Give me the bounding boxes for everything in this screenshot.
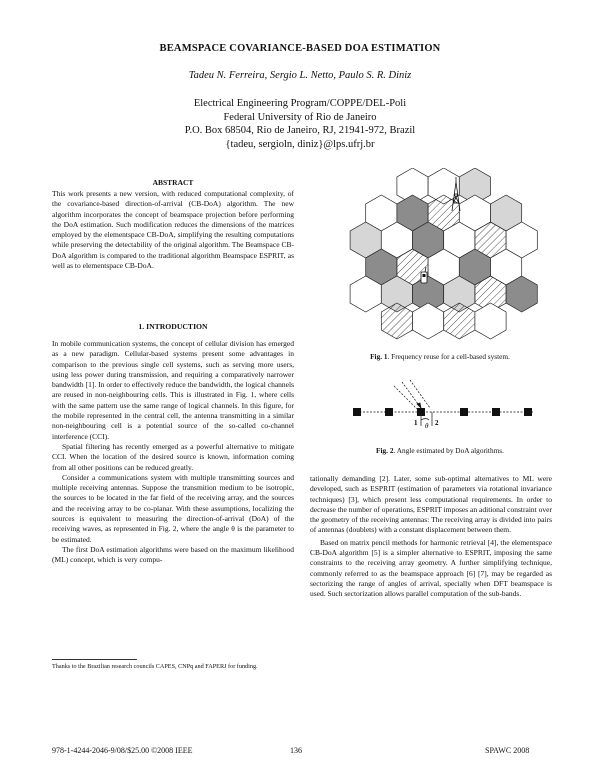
- antenna-element: [460, 408, 468, 416]
- hex-cell: [381, 303, 412, 339]
- hex-cell: [413, 303, 444, 339]
- footnote-rule: [52, 659, 137, 660]
- antenna-element: [353, 408, 361, 416]
- section-heading-introduction: 1. INTRODUCTION: [138, 322, 208, 331]
- array-label-2: 2: [435, 419, 439, 427]
- figure-2-caption: [312, 446, 568, 455]
- footer-page-number: 136: [290, 746, 302, 755]
- figure-1-label: Fig. 1: [370, 352, 388, 361]
- abstract-body: [52, 189, 294, 271]
- hex-cell: [475, 303, 506, 339]
- footer-copyright: 978-1-4244-2046-9/08/$25.00 ©2008 IEEE: [52, 746, 193, 755]
- hex-cell: [444, 303, 475, 339]
- authors: Tadeu N. Ferreira, Sergio L. Netto, Paulo S. R. Diniz: [188, 70, 412, 81]
- paper-title: BEAMSPACE COVARIANCE-BASED DOA ESTIMATION: [159, 43, 441, 54]
- affiliation-line: Federal University of Rio de Janeiro: [223, 111, 377, 123]
- right-column-body: [310, 474, 552, 600]
- antenna-element: [492, 408, 500, 416]
- figure-2-antenna-array: [350, 380, 540, 440]
- antenna-element: [524, 408, 532, 416]
- paragraph: Spatial filtering has recently emerged as a powerful alternative to mitigate CCI. When the location of the desired source is known, information coming from all other positions can be reduced greatly.: [52, 441, 294, 472]
- paragraph: Consider a communications system with multiple transmitting sources and multiple receiving antennas. Suppose the transmition medium to be isotropic, the sources to be located in the far field of the receiving array, and the sources and the receiving array to be co-planar. With these assumptions, localizing the sources is equivalent to measuring the direction-of-arrival (DoA) of the receiving waves, as represented in Fig. 2, where the angle θ is the parameter to be estimated.: [52, 472, 294, 544]
- abstract-text: This work presents a new version, with reduced computational complexity, of the covariance-based direction-of-arrival (CB-DoA) algorithm. The new algorithm incorporates the concept of beamspace projection before performing the DoA estimation. Such modification reduces the dimensions of the matrices employed by the elementspace CB-DoA, simplifying the resulting computations while preserving the detectability of the original algorithm. The Beamspace CB-DoA algorithm is compared to the traditional algorithm Beamspace ESPRIT, as well as to elementspace CB-DoA.: [52, 189, 294, 271]
- affiliation-line: Electrical Engineering Program/COPPE/DEL-Poli: [193, 98, 407, 109]
- antenna-element: [385, 408, 393, 416]
- paragraph: The first DoA estimation algorithms were based on the maximum likelihood (ML) concept, which is very compu-: [52, 544, 294, 565]
- figure-1-hexagon-cells: [340, 168, 540, 343]
- footnote: Thanks to the Brazilian research councils CAPES, CNPq and FAPERJ for funding.: [52, 663, 258, 670]
- affiliation: [0, 97, 600, 151]
- array-label-1: 1: [414, 419, 418, 427]
- abstract-heading: ABSTRACT: [152, 178, 194, 187]
- affiliation-line: P.O. Box 68504, Rio de Janeiro, RJ, 21941-972, Brazil: [184, 125, 416, 136]
- figure-1-caption-text: . Frequency reuse for a cell-based system.: [387, 352, 510, 361]
- paragraph: In mobile communication systems, the concept of cellular division has emerged as a new paradigm. Cellular-based systems present some advantages in comparison to the previous single cell systems, such as serving more users, using less power during transmission, and requiring a comparatively narrower bandwidth [1]. In order to effectively reduce the bandwidth, the logical channels are reused in non-neighbouring cells. This is illustrated in Fig. 1, where cells with the same pattern use the same range of logical channels. In this figure, for the mobile represented in the central cell, the antenna transmitting in a similar non-neighbouring cell is a potential source of the so-called co-channel interference (CCI).: [52, 339, 294, 441]
- paragraph: Based on matrix pencil methods for harmonic retrieval [4], the elementspace CB-DoA algorithm [5] is a simpler alternative to ESPRIT, imposing the same constraints to the receiving array geometry. A further simplifying technique, commonly referred to as the beamspace approach [6] [7], may be regarded as sectorizing the range of angles of arrival, specially when DFT beamspace is used. Such sectorization allows parallel computation of the sub-bands.: [310, 537, 552, 599]
- figure-1-caption: [312, 352, 568, 361]
- introduction-body: [52, 339, 294, 566]
- figure-2-label: Fig. 2: [376, 446, 394, 455]
- paragraph: tationally demanding [2]. Later, some sub-optimal alternatives to ML were developed, such as ESPRIT (estimation of parameters via rotational invariance techniques) [3], which present less computational requirements. In order to decrease the number of operations, ESPRIT imposes an aditional constraint over the geometry of the receiving antennas: The receiving array is divided into pairs of antennas (doublets) with a constant displacement between them.: [310, 474, 552, 535]
- footer-conference: SPAWC 2008: [485, 746, 530, 755]
- figure-2-caption-text: . Angle estimated by DoA algorithms.: [393, 446, 504, 455]
- incoming-wave: [394, 380, 432, 426]
- array-label-theta: θ: [425, 422, 429, 430]
- affiliation-email: {tadeu, sergioln, diniz}@lps.ufrj.br: [225, 138, 375, 150]
